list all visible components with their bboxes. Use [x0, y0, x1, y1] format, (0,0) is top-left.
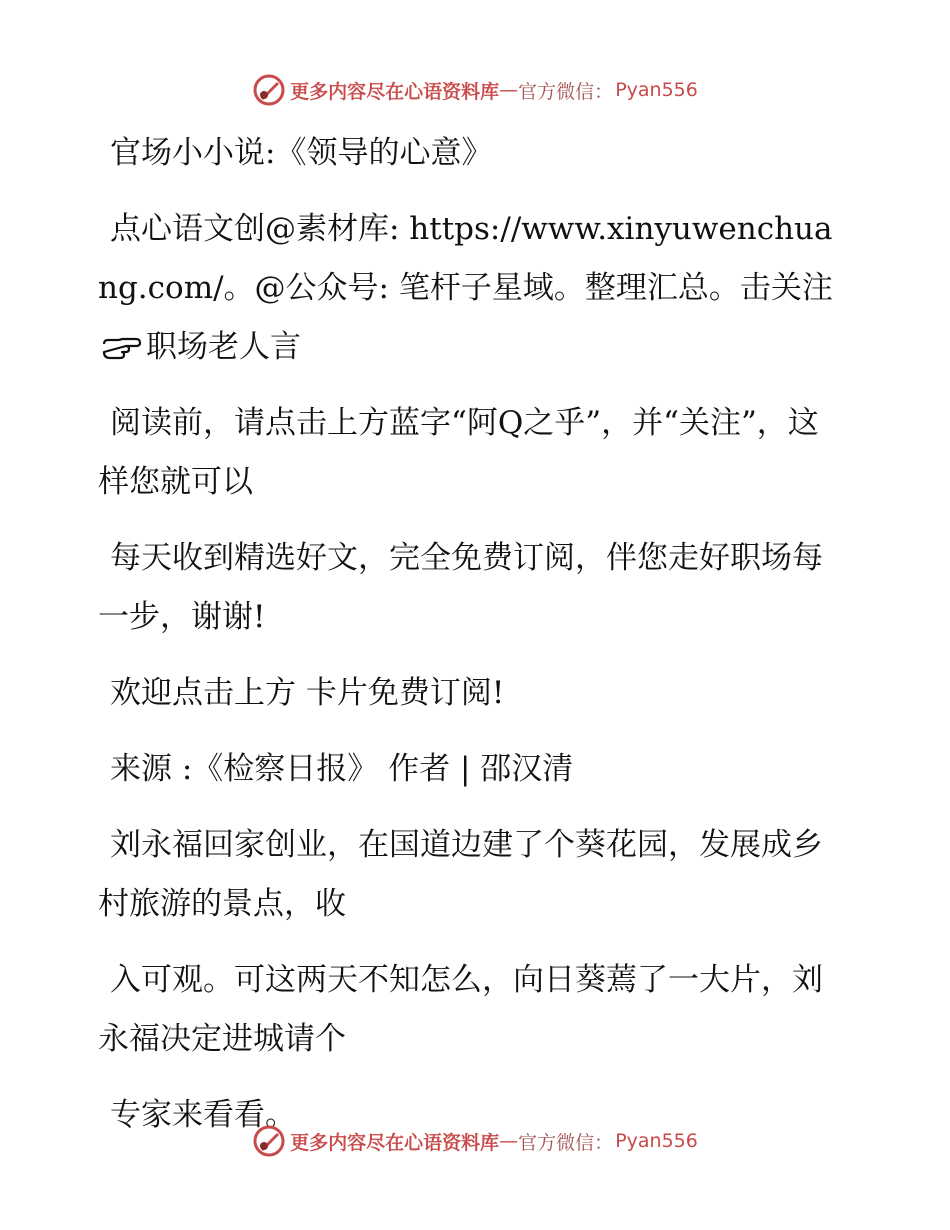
header-banner: [0, 70, 950, 110]
banner-dash: —: [499, 1130, 519, 1152]
banner-wechat-id: Pyan556: [615, 79, 698, 101]
paragraph: 刘永福回家创业，在国道边建了个葵花园，发展成乡村旅游的景点，收: [98, 827, 823, 922]
paragraph: 每天收到精选好文，完全免费订阅，伴您走好职场每一步，谢谢!: [98, 540, 823, 635]
paragraph: 欢迎点击上方 卡片免费订阅!: [110, 675, 505, 711]
banner-dash: —: [499, 79, 519, 101]
footer-banner: [0, 1121, 950, 1161]
paragraph: 阅读前，请点击上方蓝字“阿Q之乎”，并“关注”，这样您就可以: [98, 405, 819, 500]
banner-title: 更多内容尽在心语资料库: [290, 1131, 500, 1154]
article-body: [98, 124, 838, 1162]
source-tail: 职场老人言: [146, 329, 301, 365]
banner-wechat-label: 官方微信：: [518, 1131, 614, 1154]
pen-logo-icon: [252, 1124, 286, 1158]
pointing-hand-icon: [102, 335, 142, 361]
source-paragraph: [98, 200, 838, 377]
article-title: 官场小小说:《领导的心意》: [110, 135, 493, 171]
banner-title: 更多内容尽在心语资料库: [290, 80, 500, 103]
byline: 来源 :《检察日报》 作者 | 邵汉清: [110, 751, 574, 787]
banner-wechat-id: Pyan556: [615, 1130, 698, 1152]
paragraph: 专家来看看。: [110, 1097, 296, 1133]
banner-wechat-label: 官方微信：: [518, 80, 614, 103]
source-text: 点心语文创@素材库: https://www.xinyuwenchuang.com/。@公众号: 笔杆子星域。整理汇总。击关注: [98, 211, 833, 306]
paragraph: 入可观。可这两天不知怎么，向日葵蔫了一大片，刘永福决定进城请个: [98, 962, 823, 1057]
pen-logo-icon: [252, 73, 286, 107]
